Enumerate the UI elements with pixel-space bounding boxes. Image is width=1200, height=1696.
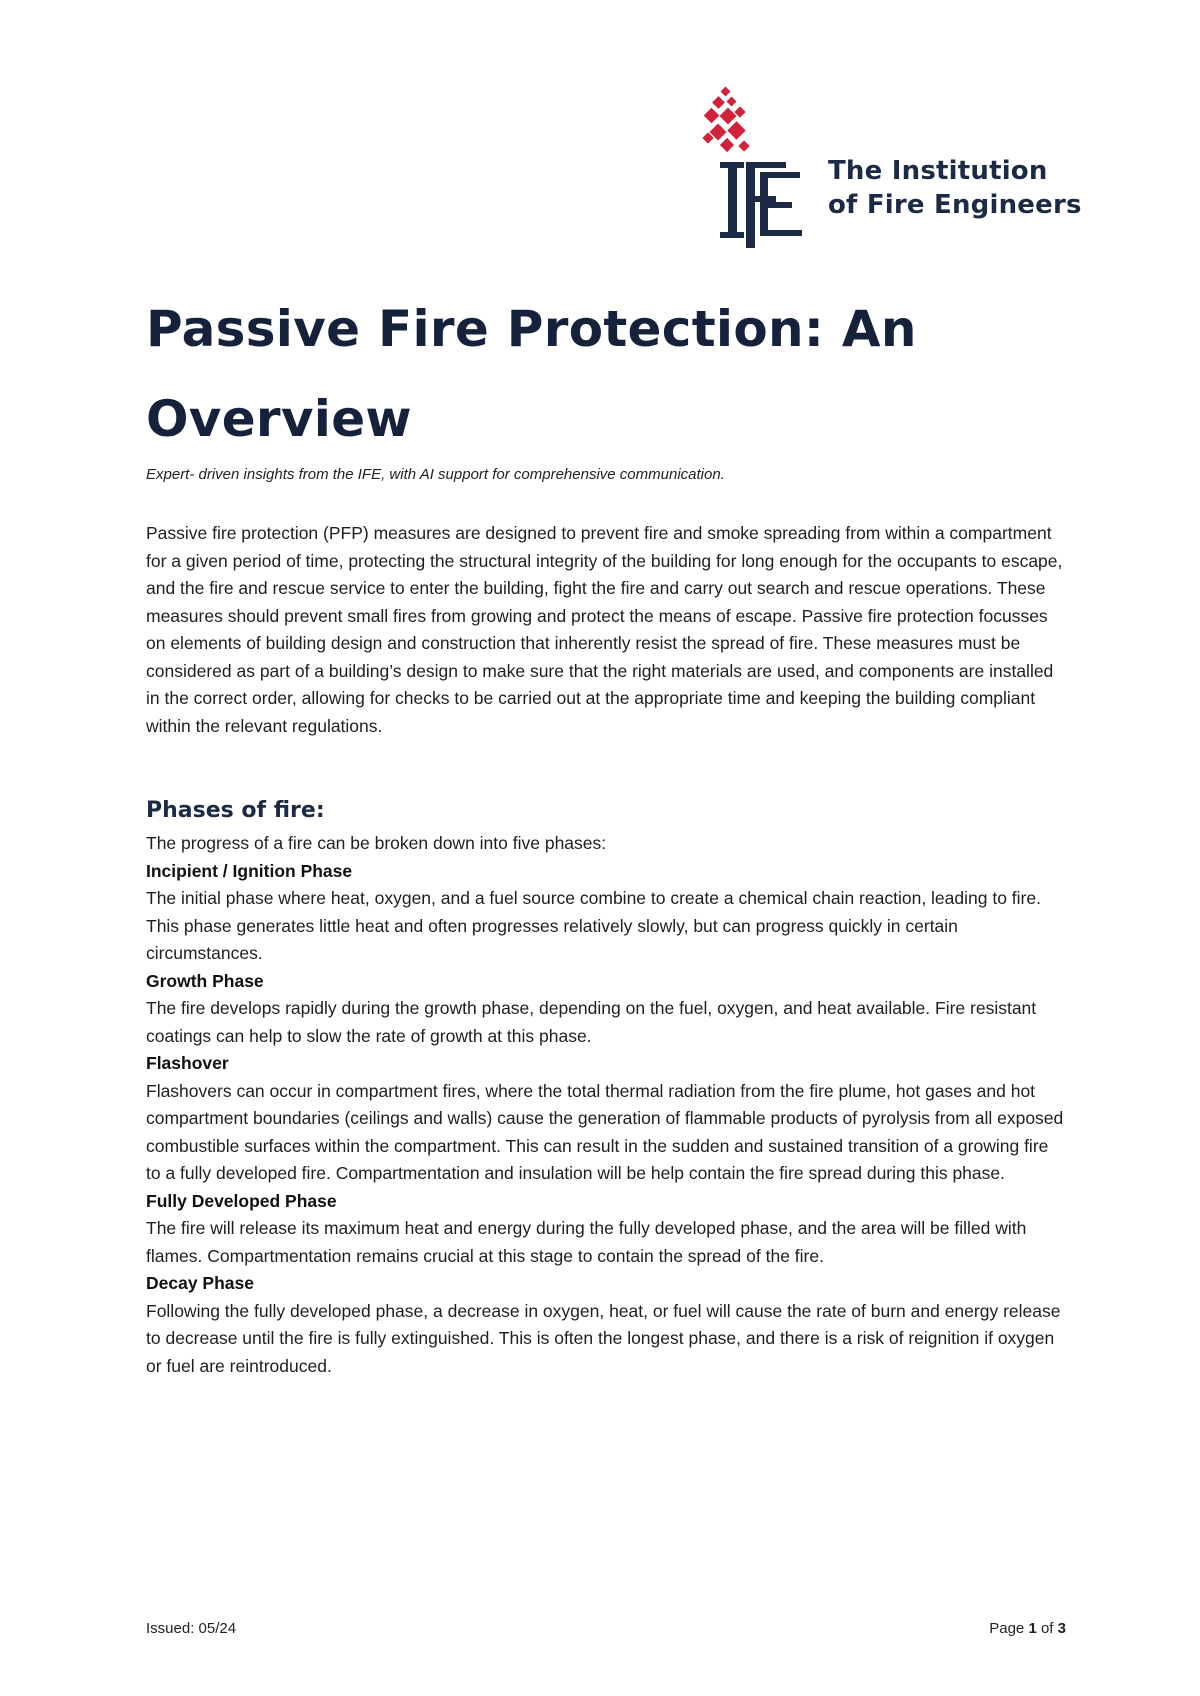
phase-title: Fully Developed Phase bbox=[146, 1190, 337, 1211]
page-prefix: Page bbox=[989, 1620, 1025, 1637]
phase-text: The fire develops rapidly during the growth phase, depending on the fuel, oxygen, and heat available. Fire resistant coatings can help to slow the rate of growth at this phase. bbox=[146, 998, 1037, 1046]
logo-line-2: of Fire Engineers bbox=[828, 190, 1082, 220]
phase-text: Following the fully developed phase, a decrease in oxygen, heat, or fuel will cause the rate of burn and energy release to decrease until the fire is fully extinguished. This is often the longest phase, and there is a risk of reignition if oxygen or fuel are reintroduced. bbox=[146, 1300, 1061, 1376]
ife-logo bbox=[700, 84, 1080, 254]
phase-title: Decay Phase bbox=[146, 1273, 254, 1293]
page-title: Passive Fire Protection: An Overview bbox=[146, 300, 917, 448]
intro-paragraph: Passive fire protection (PFP) measures are designed to prevent fire and smoke spreading from within a compartment for a given period of time, protecting the structural integrity of the building for long enough for the occupants to escape, and the fire and rescue service to enter the building, fight the fire and carry out search and rescue operations. These measures should prevent small fires from growing and protect the means of escape. Passive fire protection focusses on elements of building design and construction that inherently resist the spread of fire. These measures must be considered as part of a building’s design to make sure that the right materials are used, and components are installed in the correct order, allowing for checks to be carried out at the appropriate time and keeping the building compliant within the relevant regulations. bbox=[146, 523, 1063, 736]
page-subtitle: Expert- driven insights from the IFE, with AI support for comprehensive communication. bbox=[146, 466, 725, 483]
logo-line-1: The Institution bbox=[828, 156, 1048, 186]
phases-lead: The progress of a fire can be broken down into five phases: bbox=[146, 833, 607, 853]
phase-title: Incipient / Ignition Phase bbox=[146, 860, 353, 881]
phases-list bbox=[146, 830, 1066, 1380]
ife-logo-wordmark bbox=[828, 154, 1082, 222]
phase-text: The fire will release its maximum heat and energy during the fully developed phase, and the area will be filled with flames. Compartmentation remains crucial at this stage to contain the spread of the fire. bbox=[146, 1218, 1027, 1266]
page-of: of bbox=[1040, 1620, 1054, 1637]
page-number bbox=[989, 1620, 1066, 1637]
section-heading: Phases of fire: bbox=[146, 798, 325, 823]
page-total: 3 bbox=[1057, 1620, 1066, 1637]
issued-date: Issued: 05/24 bbox=[146, 1620, 237, 1637]
phase-text: The initial phase where heat, oxygen, and a fuel source combine to create a chemical chain reaction, leading to fire. This phase generates little heat and often progresses relatively slowly, but can progress quickly in certain circumstances. bbox=[146, 888, 1041, 963]
phase-title: Growth Phase bbox=[146, 970, 264, 991]
phase-text: Flashovers can occur in compartment fires, where the total thermal radiation from the fire plume, hot gases and hot compartment boundaries (ceilings and walls) cause the generation of flammable products of pyrolysis from all exposed combustible surfaces within the compartment. This can result in the sudden and sustained transition of a growing fire to a fully developed fire. Compartmentation and insulation will be help contain the fire spread during this phase. bbox=[146, 1080, 1064, 1183]
page-current: 1 bbox=[1028, 1620, 1037, 1637]
ife-logo-mark bbox=[700, 84, 830, 254]
phase-title: Flashover bbox=[146, 1053, 229, 1073]
